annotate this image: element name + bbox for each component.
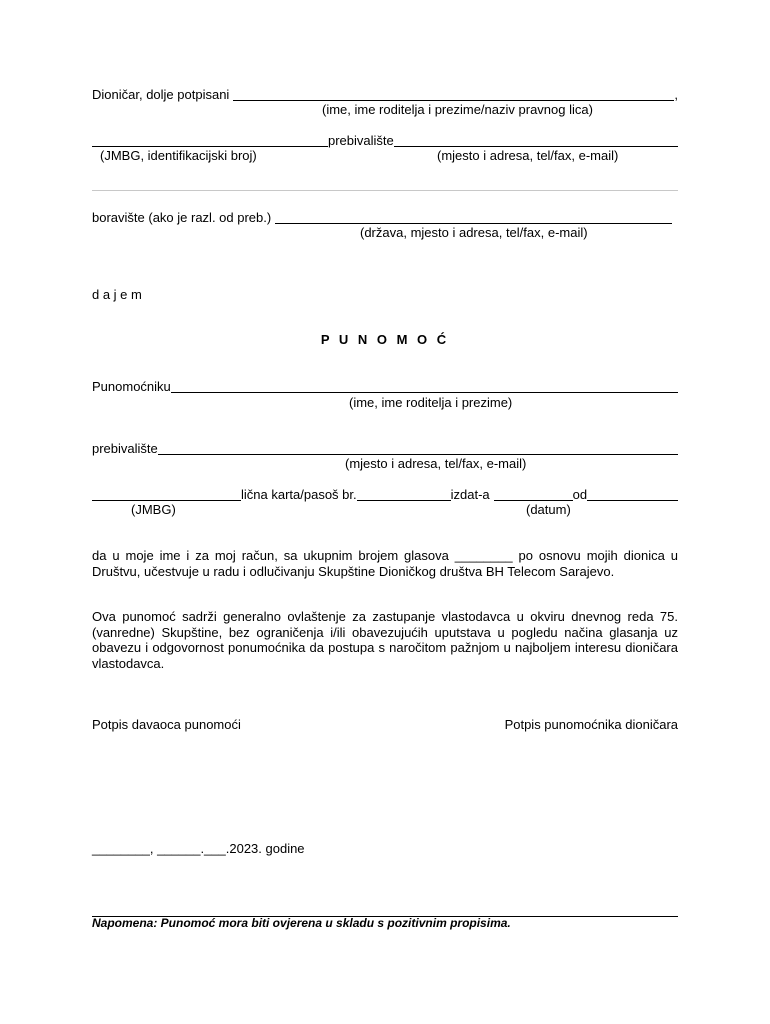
id-number-field[interactable] (357, 488, 451, 501)
residence-hint: (mjesto i adresa, tel/fax, e-mail) (437, 148, 619, 163)
id-row (92, 487, 678, 502)
shareholder-residence-field[interactable] (394, 134, 678, 147)
shareholder-row (92, 87, 678, 102)
date-line[interactable]: ________, ______.___.2023. godine (92, 841, 305, 856)
proxy-jmbg-field[interactable] (92, 488, 241, 501)
shareholder-jmbg-field[interactable] (92, 134, 328, 147)
authorization-paragraph: da u moje ime i za moj račun, sa ukupnim brojem glasova ________ po osnovu mojih dionica u Društvu, učestvuje u radu i odlučivanju Skupštine Dioničkog društva BH Telecom Sarajevo. (92, 548, 678, 579)
footer-note: Napomena: Punomoć mora biti ovjerena u skladu s pozitivnim propisima. (92, 916, 511, 930)
separator-line (92, 190, 678, 191)
stay-label: boravište (ako je razl. od preb.) (92, 210, 272, 225)
proxy-signature-label: Potpis punomoćnika dioničara (504, 717, 678, 732)
issued-label: izdat-a (450, 487, 490, 502)
proxy-residence-field[interactable] (158, 442, 678, 455)
stay-hint: (država, mjesto i adresa, tel/fax, e-mail) (360, 225, 588, 240)
scope-paragraph: Ova punomoć sadrži generalno ovlaštenje za zastupanje vlastodavca u okviru dnevnog reda 75. (vanredne) Skupštine, bez ograničenja i/ili obavezujućih uputstava u pogledu načina glasanja uz obavezu i odgovornost ponumoćnika da postupa s naročitom pažnjom u najboljem interesu dioničara vlastodavca. (92, 609, 678, 671)
grantor-signature-label: Potpis davaoca punomoći (92, 717, 241, 732)
issued-by-field[interactable] (494, 488, 573, 501)
jmbg-hint: (JMBG, identifikacijski broj) (100, 148, 257, 163)
proxy-residence-hint: (mjesto i adresa, tel/fax, e-mail) (345, 456, 527, 471)
issue-date-field[interactable] (587, 488, 678, 501)
proxy-row (92, 379, 678, 394)
issue-date-hint: (datum) (526, 502, 571, 517)
id-label: lična karta/pasoš br. (241, 487, 357, 502)
shareholder-label: Dioničar, dolje potpisani (92, 87, 230, 102)
from-label: od (572, 487, 588, 502)
proxy-hint: (ime, ime roditelja i prezime) (349, 395, 513, 410)
shareholder-hint: (ime, ime roditelja i prezime/naziv pravnog lica) (322, 102, 593, 117)
proxy-label: Punomoćniku (92, 379, 171, 394)
shareholder-comma: , (674, 87, 678, 102)
shareholder-name-field[interactable] (233, 88, 674, 101)
residence-row (92, 133, 678, 148)
stay-field[interactable] (275, 211, 672, 224)
proxy-residence-row (92, 441, 678, 456)
proxy-jmbg-hint: (JMBG) (131, 502, 176, 517)
proxy-name-field[interactable] (171, 380, 678, 393)
dajem-text: d a j e m (92, 287, 142, 302)
document-title: P U N O M O Ć (320, 332, 450, 347)
residence-label: prebivalište (328, 133, 394, 148)
stay-row (92, 210, 678, 225)
proxy-residence-label: prebivalište (92, 441, 158, 456)
